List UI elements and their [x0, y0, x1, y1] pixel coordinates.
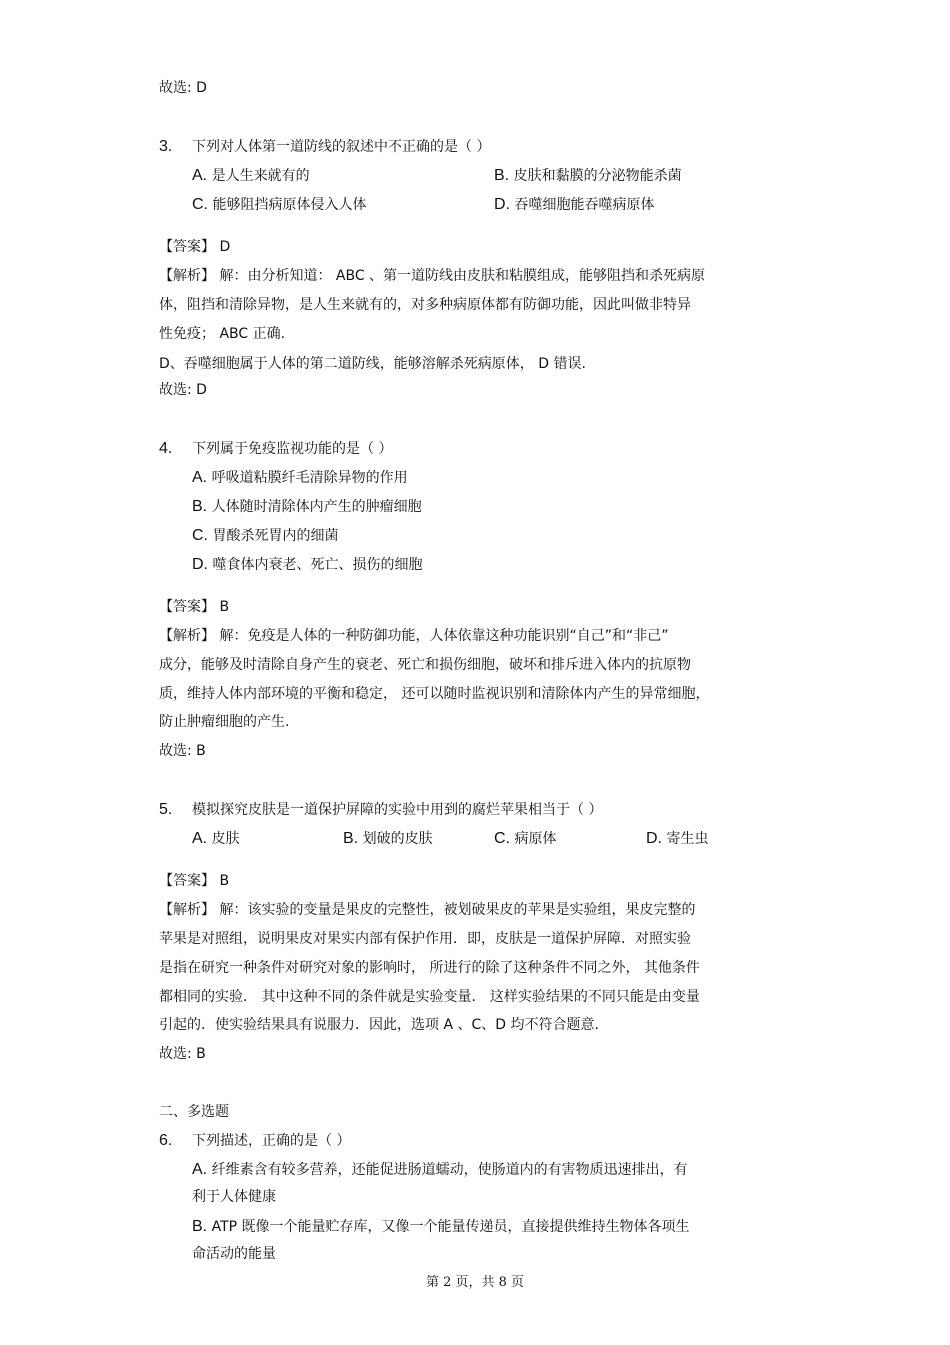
q5-analysis-line: 是指在研究一种条件对研究对象的影响时， 所进行的除了这种条件不同之外， 其他条件	[159, 960, 700, 976]
option-text: 吞噬细胞能吞噬病原体	[514, 197, 655, 213]
option-text: 皮肤和黏膜的分泌物能杀菌	[513, 168, 682, 184]
option-letter: A.	[192, 469, 208, 486]
option-letter: A.	[192, 830, 208, 847]
q3-analysis-line: 性免疫； ABC 正确.	[159, 326, 286, 342]
q5-option-b	[343, 830, 433, 848]
q5-stem: 模拟探究皮肤是一道保护屏障的实验中用到的腐烂苹果相当于（ ）	[192, 802, 603, 818]
option-text: 划破的皮肤	[362, 831, 433, 847]
option-letter: D.	[494, 196, 510, 213]
q3-option-c	[192, 196, 366, 214]
q3-option-b	[494, 167, 682, 185]
option-letter: C.	[192, 527, 208, 544]
q4-option-b	[192, 498, 422, 516]
q5-pick: 故选: B	[159, 1046, 206, 1062]
option-letter: A.	[192, 167, 208, 184]
q5-option-a	[192, 830, 240, 848]
option-letter: B.	[494, 167, 510, 184]
option-text: ATP 既像一个能量贮存库，又像一个能量传递员，直接提供维持生物体各项生	[211, 1219, 690, 1235]
option-text: 呼吸道粘膜纤毛清除异物的作用	[211, 470, 408, 486]
option-text: 能够阻挡病原体侵入人体	[212, 197, 367, 213]
option-letter: B.	[343, 830, 359, 847]
q3-analysis-line: 体，阻挡和清除异物，是人生来就有的，对多种病原体都有防御功能，因此叫做非特异	[159, 297, 691, 313]
q3-option-d	[494, 196, 654, 214]
q3-analysis-line: D、吞噬细胞属于人体的第二道防线，能够溶解杀死病原体， D 错误.	[159, 356, 586, 372]
q4-analysis-line: 防止肿瘤细胞的产生.	[159, 714, 290, 730]
option-letter: D.	[646, 830, 662, 847]
q4-pick: 故选: B	[159, 743, 206, 759]
q3-option-a	[192, 167, 310, 185]
q3-analysis-line: 【解析】 解：由分析知道： ABC 、第一道防线由皮肤和粘膜组成，能够阻挡和杀死病原	[159, 268, 706, 284]
section-title: 二、多选题	[159, 1104, 229, 1120]
option-letter: C.	[494, 830, 510, 847]
q5-analysis-line: 引起的．使实验结果具有说服力．因此，选项 A 、C、D 均不符合题意.	[159, 1017, 599, 1033]
q6-option-a-cont: 利于人体健康	[192, 1189, 276, 1205]
option-text: 噬食体内衰老、死亡、损伤的细胞	[212, 557, 423, 573]
q5-analysis-line: 【解析】 解：该实验的变量是果皮的完整性，被划破果皮的苹果是实验组，果皮完整的	[159, 902, 696, 918]
q5-analysis-line: 都相同的实验． 其中这种不同的条件就是实验变量． 这样实验结果的不同只能是由变量	[159, 989, 700, 1005]
q4-analysis-line: 质，维持人体内部环境的平衡和稳定， 还可以随时监视识别和清除体内产生的异常细胞，	[159, 686, 710, 702]
option-text: 人体随时清除体内产生的肿瘤细胞	[211, 499, 422, 515]
q3-number: 3.	[159, 138, 173, 155]
q5-option-c	[494, 830, 556, 848]
q4-analysis-line: 成分，能够及时清除自身产生的衰老、死亡和损伤细胞，破坏和排斥进入体内的抗原物	[159, 657, 691, 673]
q4-number: 4.	[159, 440, 173, 457]
option-letter: C.	[192, 196, 208, 213]
q3-pick: 故选: D	[159, 382, 207, 398]
q5-option-d	[646, 830, 708, 848]
q6-number: 6.	[159, 1132, 173, 1149]
q2-pick: 故选: D	[159, 80, 207, 96]
q4-answer: 【答案】 B	[159, 599, 230, 615]
option-text: 皮肤	[211, 831, 240, 847]
q6-option-a	[192, 1161, 688, 1179]
q4-option-a	[192, 469, 408, 487]
option-letter: A.	[192, 1161, 208, 1178]
q3-answer: 【答案】 D	[159, 239, 231, 255]
q6-stem: 下列描述，正确的是（ ）	[192, 1133, 351, 1149]
option-text: 是人生来就有的	[211, 168, 310, 184]
q6-option-b-cont: 命活动的能量	[192, 1246, 276, 1262]
q4-option-d	[192, 556, 422, 574]
q6-option-b	[192, 1218, 690, 1236]
q5-number: 5.	[159, 801, 173, 818]
option-text: 纤维素含有较多营养，还能促进肠道蠕动，使肠道内的有害物质迅速排出，有	[211, 1162, 688, 1178]
q4-stem: 下列属于免疫监视功能的是（ ）	[192, 441, 393, 457]
option-letter: B.	[192, 1218, 208, 1235]
option-letter: B.	[192, 498, 208, 515]
page-footer: 第 2 页，共 8 页	[425, 1275, 525, 1290]
q5-analysis-line: 苹果是对照组，说明果皮对果实内部有保护作用．即，皮肤是一道保护屏障．对照实验	[159, 931, 691, 947]
option-text: 寄生虫	[666, 831, 709, 847]
option-text: 病原体	[514, 831, 557, 847]
q4-analysis-line: 【解析】 解：免疫是人体的一种防御功能，人体依靠这种功能识别“自己”和“非己”	[159, 628, 669, 644]
option-text: 胃酸杀死胃内的细菌	[212, 528, 339, 544]
option-letter: D.	[192, 556, 208, 573]
q3-stem: 下列对人体第一道防线的叙述中不正确的是（ ）	[192, 139, 491, 155]
q4-option-c	[192, 527, 338, 545]
q5-answer: 【答案】 B	[159, 873, 230, 889]
